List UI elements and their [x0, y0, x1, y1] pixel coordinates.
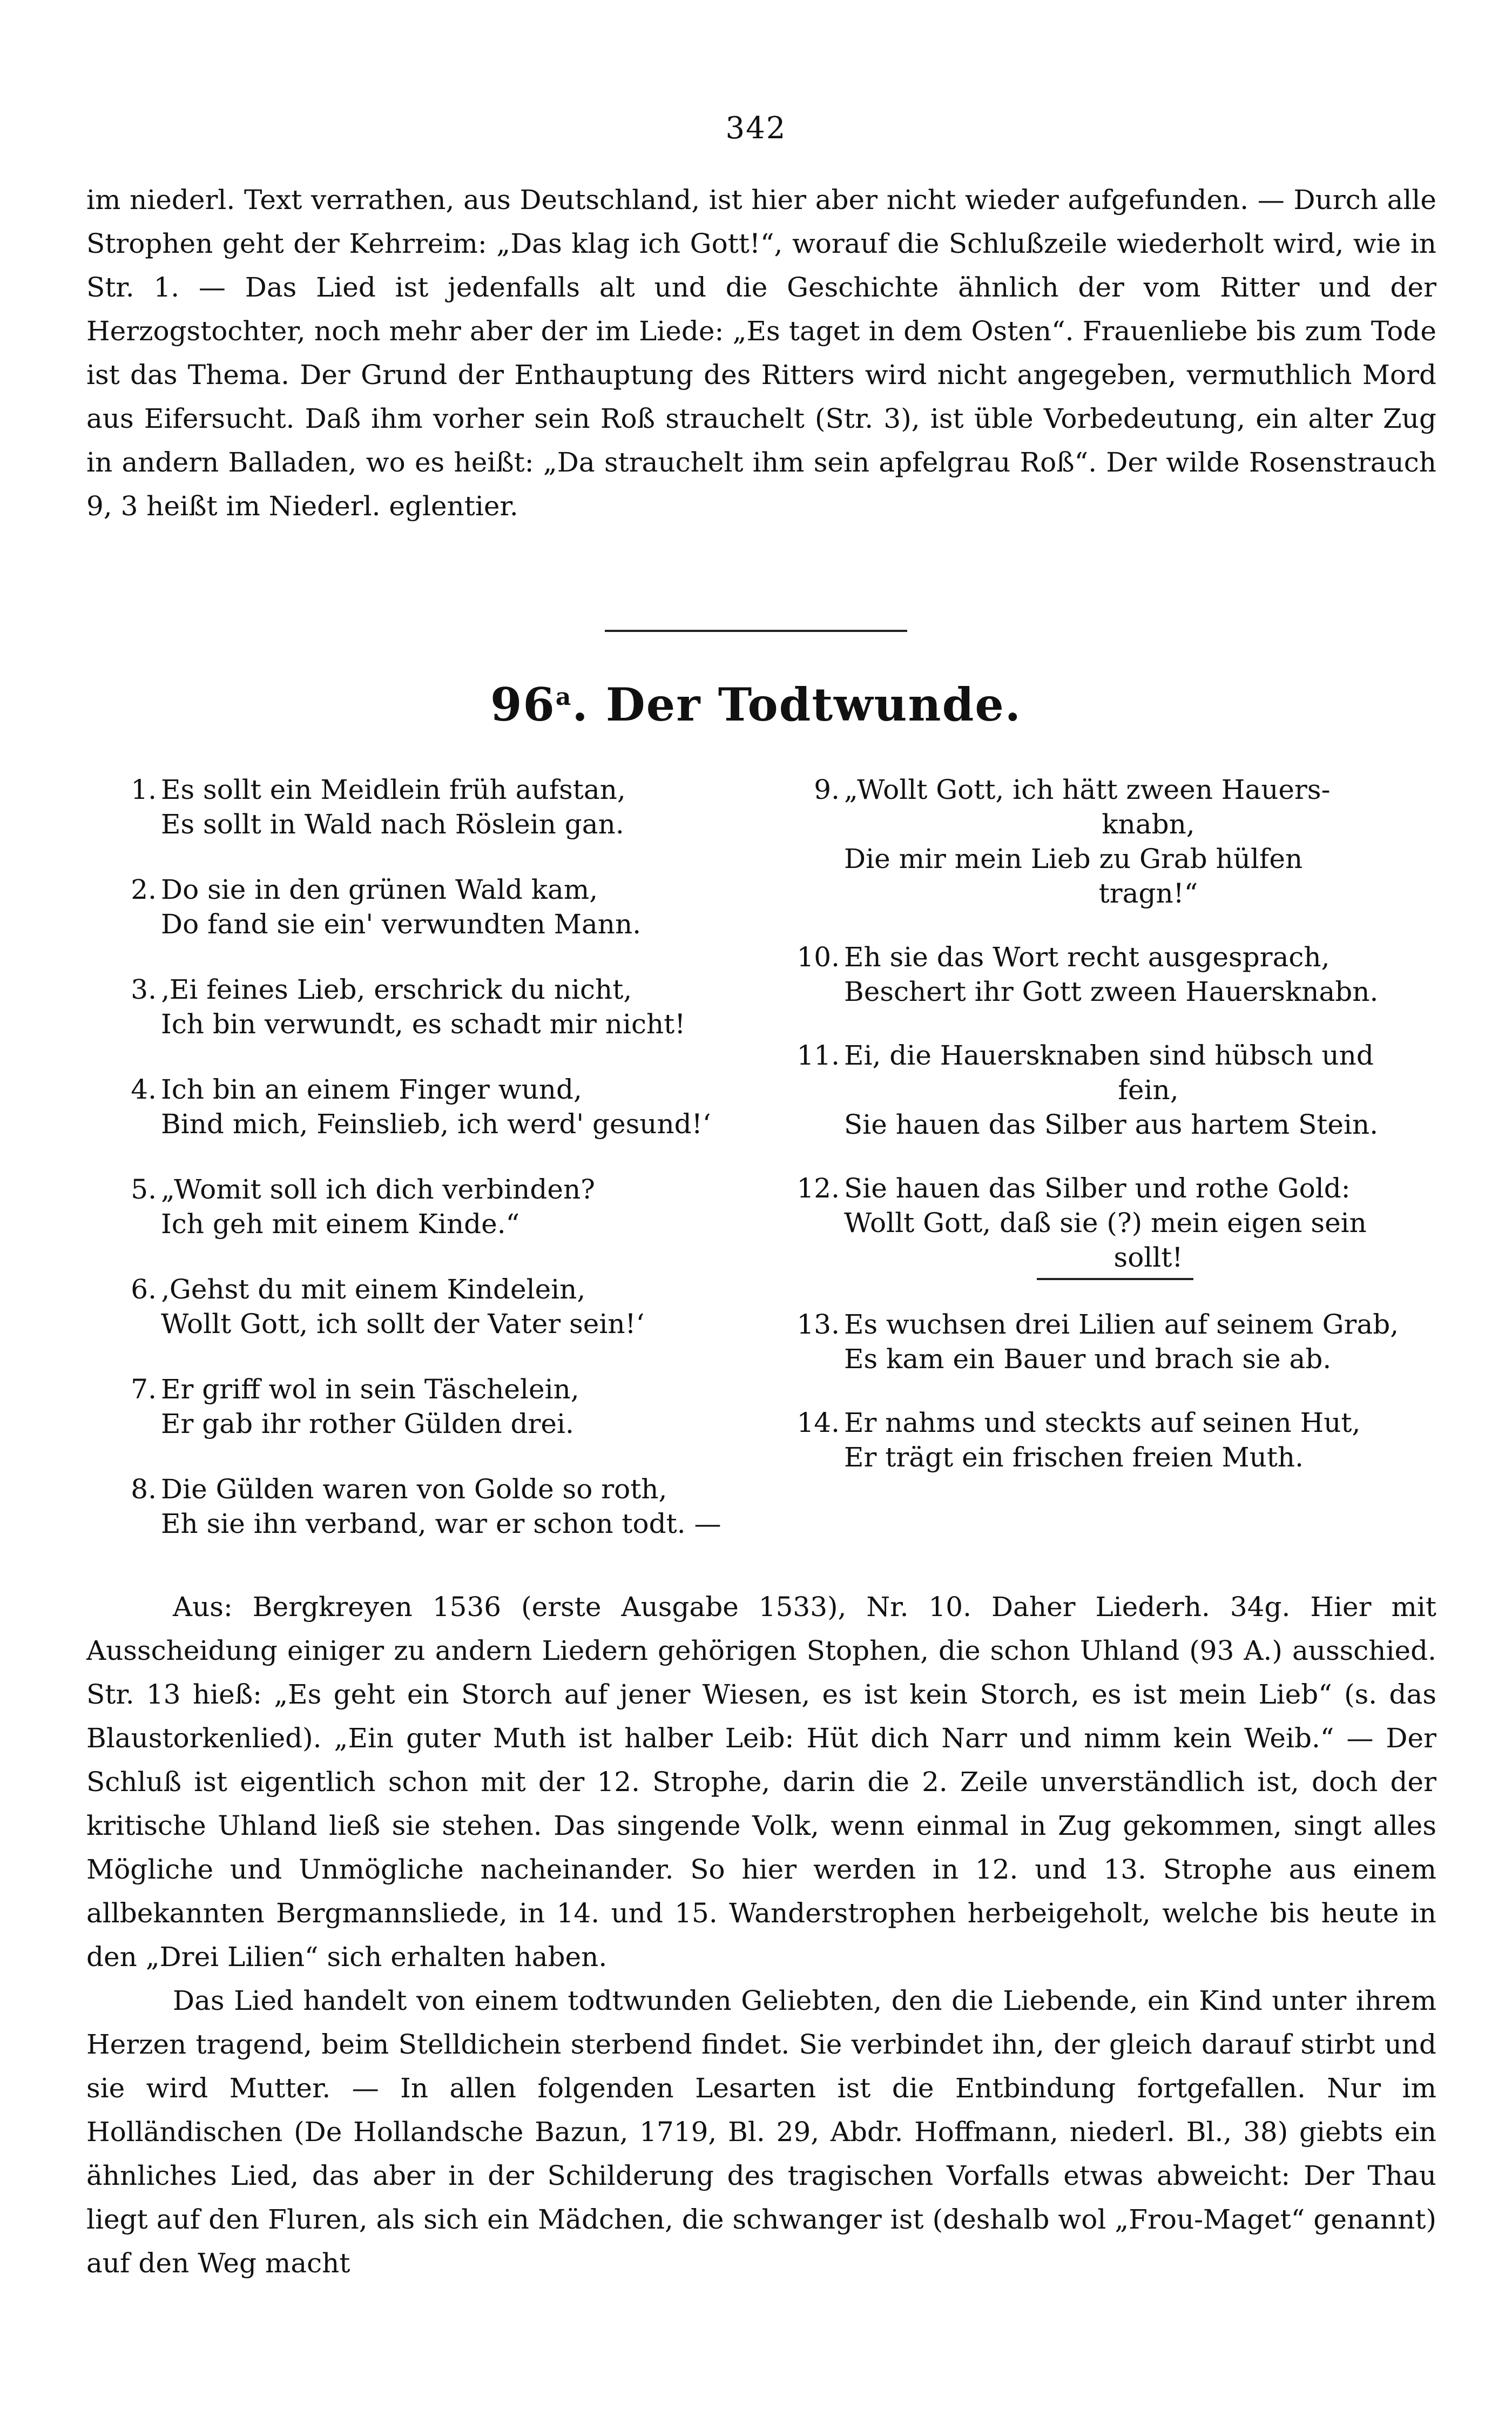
verse-line: ‚Gehst du mit einem Kindelein,	[161, 1274, 586, 1305]
verse-line: Es sollt ein Meidlein früh aufstan,	[161, 774, 626, 805]
verse-line: Er trägt ein frischen freien Muth.	[844, 1442, 1304, 1473]
stanza-number: 1.	[131, 774, 157, 805]
commentary-paragraph: Aus: Bergkreyen 1536 (erste Ausgabe 1533), Nr. 10. Daher Liederh. 34g. Hier mit Ausscheidung einiger zu andern Liedern gehörigen Stophen, die schon Uhland (93 A.) ausschied. Str. 13 hieß: „Es geht ein Storch auf jener Wiesen, es ist kein Storch, es ist mein Lieb“ (s. das Blaustorkenlied). „Ein guter Muth ist halber Leib: Hüt dich Narr und nimm kein Weib.“ — Der Schluß ist eigentlich schon mit der 12. Strophe, darin die 2. Zeile unverständlich ist, doch der kritische Uhland ließ sie stehen. Das singende Volk, wenn einmal in Zug gekommen, singt alles Mögliche und Unmögliche nacheinander. So hier werden in 12. und 13. Strophe aus einem allbekannten Bergmannsliede, in 14. und 15. Wanderstrophen herbeigeholt, welche bis heute in den „Drei Lilien“ sich erhalten haben.	[86, 1591, 1436, 1973]
stanza-number: 3.	[131, 974, 157, 1005]
verse-line: ‚Ei feines Lieb, erschrick du nicht,	[161, 974, 632, 1005]
stanza	[105, 772, 775, 842]
stanza-number: 8.	[131, 1473, 157, 1505]
stanza-number: 7.	[131, 1374, 157, 1405]
stanza	[780, 1171, 1453, 1275]
stanza	[780, 1405, 1453, 1475]
stanza	[780, 1307, 1453, 1376]
stanza-number: 5.	[131, 1174, 157, 1205]
stanza	[105, 1272, 775, 1341]
stanza	[105, 1372, 775, 1441]
verse-line: Ei, die Hauersknaben sind hübsch und	[844, 1040, 1374, 1071]
stanza-number: 10.	[796, 941, 840, 973]
verse-line: Er gab ihr rother Gülden drei.	[161, 1408, 574, 1439]
stanza	[780, 772, 1453, 911]
stanza-number: 13.	[796, 1309, 840, 1340]
stanza	[105, 1072, 775, 1141]
verse-line: Es sollt in Wald nach Röslein gan.	[161, 809, 624, 840]
stanza-column-left	[105, 772, 775, 1572]
verse-line: Es kam ein Bauer und brach sie ab.	[844, 1343, 1332, 1375]
stanza-number: 12.	[796, 1173, 840, 1204]
verse-line: Do sie in den grünen Wald kam,	[161, 874, 598, 905]
stanza	[105, 1172, 775, 1241]
stanza	[780, 940, 1453, 1009]
verse-line: Sie hauen das Silber aus hartem Stein.	[844, 1109, 1379, 1140]
section-divider	[605, 630, 907, 632]
verse-line: Beschert ihr Gott zween Hauersknabn.	[844, 976, 1379, 1007]
verse-line: Eh sie das Wort recht ausgesprach,	[844, 941, 1330, 973]
verse-line: Ich bin verwundt, es schadt mir nicht!	[161, 1008, 686, 1040]
verse-line: Wollt Gott, ich sollt der Vater sein!‘	[161, 1308, 645, 1340]
verse-line: Wollt Gott, daß sie (?) mein eigen sein	[844, 1207, 1367, 1239]
verse-line-wrap: fein,	[1118, 1074, 1179, 1106]
stanza-number: 11.	[796, 1040, 840, 1071]
verse-line: Ich geh mit einem Kinde.“	[161, 1208, 520, 1240]
verse-line: Die Gülden waren von Golde so roth,	[161, 1473, 667, 1505]
commentary-paragraph: im niederl. Text verrathen, aus Deutschland, ist hier aber nicht wieder aufgefunden. — Durch alle Strophen geht der Kehrreim: „Das klag ich Gott!“, worauf die Schlußzeile wiederholt wird, wie in Str. 1. — Das Lied ist jedenfalls alt und die Geschichte ähnlich der vom Ritter und der Herzogstochter, noch mehr aber der im Liede: „Es taget in dem Osten“. Frauenliebe bis zum Tode ist das Thema. Der Grund der Enthauptung des Ritters wird nicht angegeben, vermuthlich Mord aus Eifersucht. Daß ihm vorher sein Roß strauchelt (Str. 3), ist üble Vorbedeutung, ein alter Zug in andern Balladen, wo es heißt: „Da strauchelt ihm sein apfelgrau Roß“. Der wilde Rosenstrauch 9, 3 heißt im Niederl. eglentier.	[86, 184, 1436, 522]
commentary-paragraph: Das Lied handelt von einem todtwunden Geliebten, den die Liebende, ein Kind unter ihrem Herzen tragend, beim Stelldichein sterbend findet. Sie verbindet ihn, der gleich darauf stirbt und sie wird Mutter. — In allen folgenden Lesarten ist die Entbindung fortgefallen. Nur im Holländischen (De Hollandsche Bazun, 1719, Bl. 29, Abdr. Hoffmann, niederl. Bl., 38) giebts ein ähnliches Lied, das aber in der Schilderung des tragischen Vorfalls etwas abweicht: Der Thau liegt auf den Fluren, als sich ein Mädchen, die schwanger ist (deshalb wol „Frou-Maget“ genannt) auf den Weg macht	[86, 1985, 1436, 2279]
verse-line: Eh sie ihn verband, war er schon todt. —	[161, 1508, 721, 1539]
stanza-number: 6.	[131, 1274, 157, 1305]
verse-line-wrap: knabn,	[1102, 809, 1195, 840]
song-number: 96	[490, 678, 556, 731]
page-number: 342	[725, 111, 787, 146]
verse-line: Ich bin an einem Finger wund,	[161, 1074, 582, 1105]
stanza-divider	[1037, 1278, 1193, 1280]
stanza	[780, 1038, 1453, 1142]
stanza	[105, 972, 775, 1041]
verse-line: Bind mich, Feinslieb, ich werd' gesund!‘	[161, 1108, 711, 1140]
verse-line: „Wollt Gott, ich hätt zween Hauers-	[844, 774, 1331, 805]
stanza-number: 2.	[131, 874, 157, 905]
verse-line: Do fand sie ein' verwundten Mann.	[161, 909, 642, 940]
verse-line: Es wuchsen drei Lilien auf seinem Grab,	[844, 1309, 1399, 1340]
song-title: 96$^a$. Der Todtwunde.	[490, 678, 1022, 731]
stanza-number: 4.	[131, 1074, 157, 1105]
stanza	[105, 872, 775, 941]
verse-line-wrap: tragn!“	[1098, 878, 1198, 909]
commentary-bottom	[86, 1585, 1436, 2285]
commentary-top	[86, 178, 1436, 528]
verse-line: Die mir mein Lieb zu Grab hülfen	[844, 843, 1303, 874]
verse-line: Sie hauen das Silber und rothe Gold:	[844, 1173, 1351, 1204]
stanza-column-right	[780, 772, 1453, 1504]
stanza-number: 9.	[814, 774, 840, 805]
verse-line: „Womit soll ich dich verbinden?	[161, 1174, 595, 1205]
verse-line-wrap: sollt!	[1113, 1242, 1183, 1273]
stanza	[105, 1472, 775, 1541]
stanza-number: 14.	[796, 1407, 840, 1438]
verse-line: Er nahms und steckts auf seinen Hut,	[844, 1407, 1361, 1438]
song-number-suffix: a	[555, 683, 572, 711]
verse-line: Er griff wol in sein Täschelein,	[161, 1374, 579, 1405]
song-title-text: Der Todtwunde.	[605, 678, 1022, 731]
